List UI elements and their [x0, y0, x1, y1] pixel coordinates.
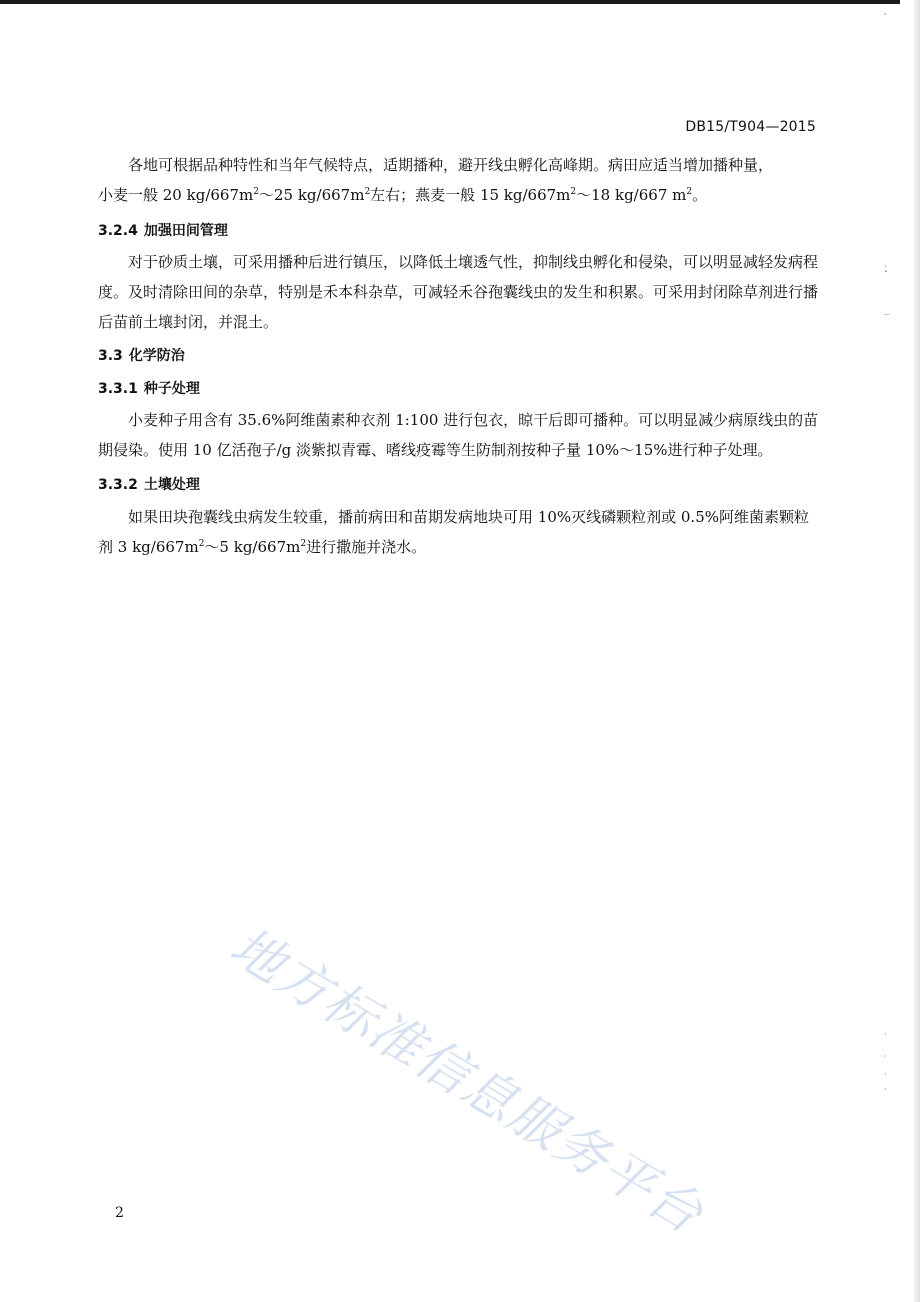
paragraph-3-2-4: 对于砂质土壤，可采用播种后进行镇压，以降低土壤透气性，抑制线虫孵化和侵染，可以明显减轻发病程度。及时清除田间的杂草，特别是禾本科杂草，可减轻禾谷孢囊线虫的发生和积累。可采用封闭除草剂进行播后苗前土壤封闭，并混土。 [98, 253, 819, 331]
scan-noise-marks: ' · ˇ ‥ · · · · [884, 12, 890, 1094]
right-scan-edge [914, 0, 920, 1302]
intro-paragraph: 各地可根据品种特性和当年气候特点，适期播种，避开线虫孵化高峰期。病田应适当增加播种量， 小麦一般 20 $kg/667m^2\sim 25$ $kg/667m^2$左右；燕麦一般 15 $kg/667m^2\sim 18$ kg/667 $m^2$。 [98, 156, 774, 204]
page-number: 2 [115, 1205, 124, 1221]
heading-3-3-2: 3.3.2 土壤处理 [98, 477, 200, 493]
watermark-text: 地方标准信息服务平台 [219, 916, 714, 1247]
paragraph-3-3-2: 如果田块孢囊线虫病发生较重，播前病田和苗期发病地块可用 10%灭线磷颗粒剂或 0.5%阿维菌素颗粒剂 3 $kg/667m^2\sim 5$ $kg/667m^2$进行撒施并浇水。 [98, 508, 809, 556]
standard-code: DB15/T904—2015 [685, 119, 816, 135]
paragraph-3-3-1: 小麦种子用含有 35.6%阿维菌素种衣剂 1:100 进行包衣，晾干后即可播种。可以明显减少病原线虫的苗期侵染。使用 10 亿活孢子/g 淡紫拟青霉、嗜线疫霉等生防制剂按种子量 10%～15%进行种子处理。 [98, 411, 819, 459]
heading-3-3: 3.3 化学防治 [98, 348, 185, 364]
heading-3-2-4: 3.2.4 加强田间管理 [98, 223, 228, 239]
heading-3-3-1: 3.3.1 种子处理 [98, 381, 200, 397]
top-scan-border [0, 0, 900, 4]
